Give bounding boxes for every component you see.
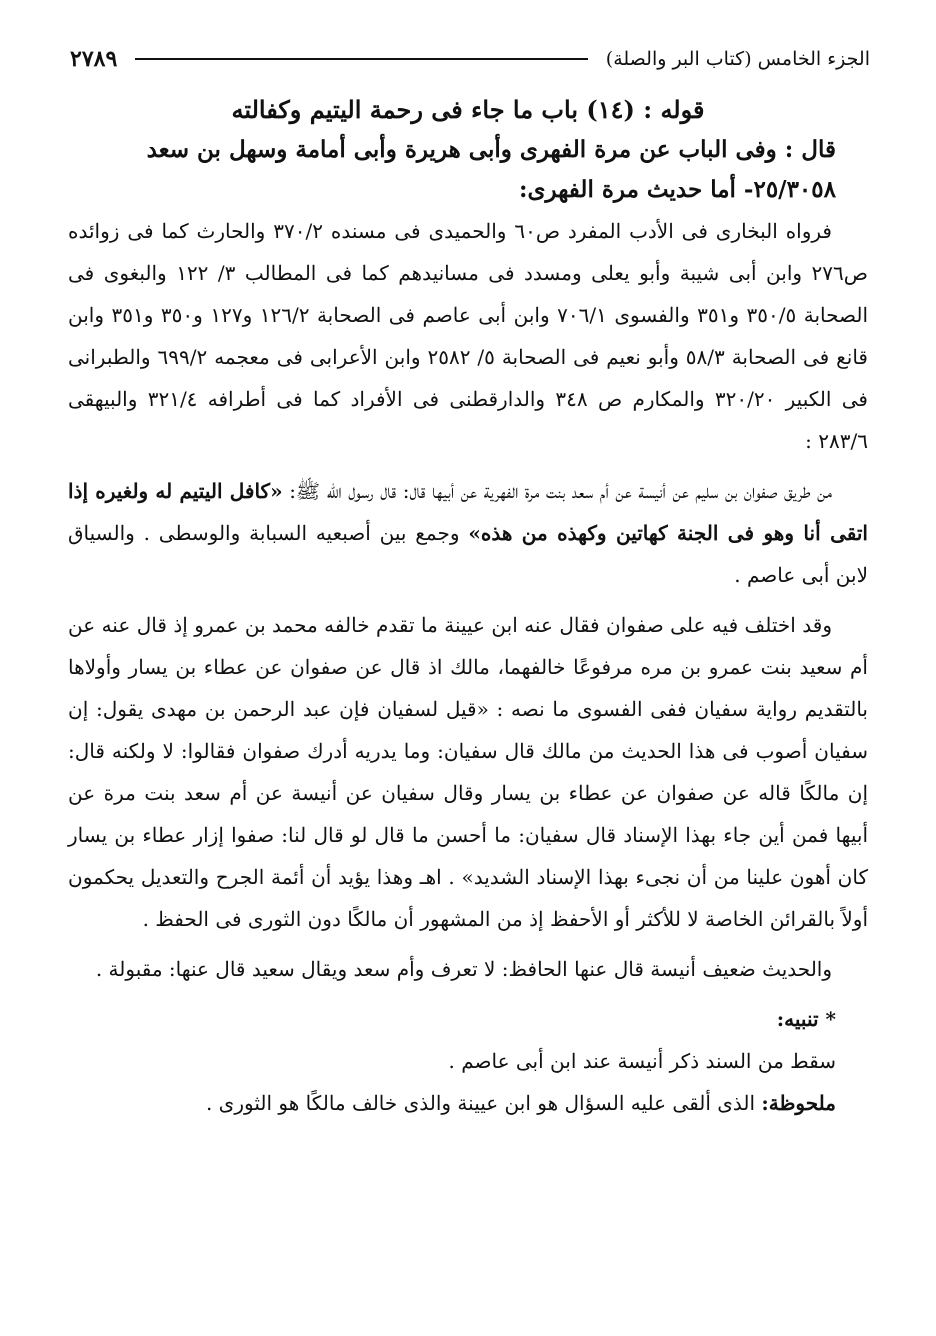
tanbih-label: تنبيه: (776, 1007, 819, 1031)
running-header (70, 42, 870, 76)
mulahaza-label: ملحوظة: (761, 1091, 836, 1115)
page-content (68, 90, 868, 1124)
mulahaza-text: الذى ألقى عليه السؤال هو ابن عيينة والذى خالف مالكًا هو الثورى . (205, 1091, 762, 1115)
running-title: الجزء الخامس (كتاب البر والصلة) (605, 48, 870, 70)
item-heading: ٢٥/٣٠٥٨- أما حديث مرة الفهرى: (519, 176, 836, 203)
page-number: ٢٧٨٩ (70, 46, 118, 72)
qal-heading: قال : وفى الباب عن مرة الفهرى وأبى هريرة وأبى أمامة وسهل بن سعد (146, 136, 836, 163)
daif-paragraph: والحديث ضعيف أنيسة قال عنها الحافظ: لا تعرف وأم سعد ويقال سعيد قال عنها: مقبولة . (95, 957, 832, 981)
asterisk-icon: * (825, 1007, 836, 1031)
tanbih-heading (68, 998, 868, 1040)
sources-paragraph: فرواه البخارى فى الأدب المفرد ص٦٠ والحميدى فى مسنده ٣٧٠/٢ والحارث كما فى زوائده ص٢٧٦ وابن أبى شيبة وأبو يعلى ومسدد فى مسانيدهم كما فى المطالب ٣/ ١٢٢ والبغوى فى الصحابة ٣٥٠/٥ و٣٥١ والفسوى ٧٠٦/١ وابن أبى عاصم فى الصحابة ١٢٦/٢ و١٢٧ و٣٥٠ و٣٥١ وابن قانع فى الصحابة ٥٨/٣ وأبو نعيم فى الصحابة ٥/ ٢٥٨٢ وابن الأعرابى فى معجمه ٦٩٩/٢ والطبرانى فى الكبير ٣٢٠/٢٠ والمكارم ص ٣٤٨ والدارقطنى فى الأفراد كما فى أطرافه ٣٢١/٤ والبيهقى ٢٨٣/٦ : (68, 219, 869, 453)
hadith-text: «كافل اليتيم له ولغيره إذا اتقى أنا وهو فى الجنة كهاتين وكهذه من هذه» (68, 479, 868, 545)
hadith-intro: من طريق صفوان بن سليم عن أنيسة عن أم سعد بنت مرة الفهرية عن أبيها قال: قال رسول الله ﷺ: (282, 479, 833, 503)
hadith-after: وجمع بين أصبعيه السبابة والوسطى . والسياق لابن أبى عاصم . (68, 521, 868, 587)
chapter-heading: قوله : (١٤) باب ما جاء فى رحمة اليتيم وكفالته (231, 95, 705, 124)
ikhtilaf-paragraph: وقد اختلف فيه على صفوان فقال عنه ابن عيينة ما تقدم خالفه محمد بن عمرو إذ قال عنه عن أم سعيد بنت عمرو بن مره مرفوعًا خالفهما، مالك اذ قال عن صفوان عن عطاء بن يسار وأولاها بالتقديم رواية سفيان ففى الفسوى ما نصه : «قيل لسفيان فإن عبد الرحمن بن مهدى يقول: إن سفيان أصوب فى هذا الحديث من مالك قال سفيان: وما يدريه أدرك صفوان فقالوا: لا ولكنه قال: إن مالكًا قاله عن صفوان عن عطاء بن يسار وقال سفيان عن أنيسة عن أم سعد بنت مرة عن أبيها فمن أين جاء بهذا الإسناد قال سفيان: ما أحسن ما قال لو قال لنا: صفوا إزار عطاء بن يسار كان أهون علينا من أن نجىء بهذا الإسناد الشديد» . اهـ وهذا يؤيد أن أئمة الجرح والتعديل يحكمون أولاً بالقرائن الخاصة لا للأكثر أو الأحفظ إذ من المشهور أن مالكًا دون الثورى فى الحفظ . (68, 613, 868, 931)
header-rule (135, 58, 588, 60)
tanbih-text: سقط من السند ذكر أنيسة عند ابن أبى عاصم . (448, 1049, 836, 1073)
hadith-paragraph (68, 470, 868, 596)
mulahaza-note (68, 1082, 868, 1124)
